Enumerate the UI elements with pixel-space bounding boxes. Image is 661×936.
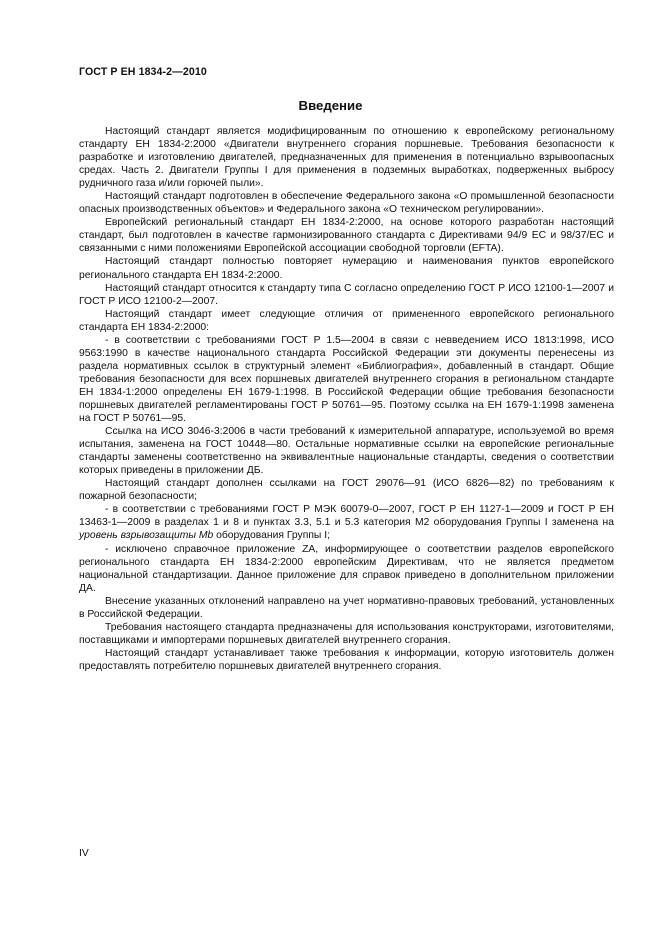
paragraph xyxy=(79,503,614,542)
paragraph: Внесение указанных отклонений направлено на учет нормативно-правовых требований, установленных в Российской Федерации. xyxy=(79,595,614,620)
paragraph: - в соответствии с требованиями ГОСТ Р 1.5—2004 в связи с невведением ИСО 1813:1998, ИСО 9563:1990 в качестве национального стандарта Российской Федерации эти документы перенесены из раздела нормативных ссылок в структурный элемент «Библиография», добавленный в стандарт. Общие требования безопасности для всех поршневых двигателей внутреннего сгорания в региональном стандарте ЕН 1834-1:2000 определены ЕН 1679-1:1998. В Российской Федерации общие требования безопасности поршневых двигателей регламентированы ГОСТ Р 50761—95. Поэтому ссылка на ЕН 1679-1:1998 заменена на ГОСТ Р 50761—95. xyxy=(79,334,614,425)
section-title: Введение xyxy=(298,98,363,113)
paragraph: Настоящий стандарт подготовлен в обеспечение Федерального закона «О промышленной безопасности опасных производственных объектов» и Федерального закона «О техническом регулировании». xyxy=(79,191,614,216)
paragraph-text: - в соответствии с требованиями ГОСТ Р МЭК 60079-0—2007, ГОСТ Р ЕН 1127-1—2009 и ГОСТ Р ЕН 13463-1—2009 в разделах 1 и 8 и пунктах 3.3, 5.1 и 5.3 категория М2 оборудования Группы I заменена на xyxy=(79,504,614,529)
paragraph-text: оборудования Группы I; xyxy=(213,530,330,542)
document-code: ГОСТ Р ЕН 1834-2—2010 xyxy=(79,66,207,78)
page-number: IV xyxy=(79,848,89,859)
paragraph: Требования настоящего стандарта предназначены для использования конструкторами, изготовителями, поставщиками и импортерами поршневых двигателей внутреннего сгорания. xyxy=(79,621,614,646)
italic-term: уровень взрывозащиты Mb xyxy=(79,530,214,542)
paragraph: Европейский региональный стандарт ЕН 1834-2:2000, на основе которого разработан настоящий стандарт, был подготовлен в качестве гармонизированного стандарта с Директивами 94/9 ЕС и 98/37/ЕС и связанными с ними положениями Европейской ассоциации свободной торговли (EFTA). xyxy=(79,217,614,255)
paragraph: Настоящий стандарт является модифицированным по отношению к европейскому региональному стандарту ЕН 1834-2:2000 «Двигатели внутреннего сгорания поршневые. Требования безопасности к разработке и изготовлению двигателей, предназначенных для применения в потенциально взрывоопасных средах. Часть 2. Двигатели Группы I для применения в подземных выработках, подверженных выбросу рудничного газа и/или горючей пыли». xyxy=(79,126,614,190)
paragraph: Настоящий стандарт относится к стандарту типа С согласно определению ГОСТ Р ИСО 12100-1—2007 и ГОСТ Р ИСО 12100-2—2007. xyxy=(79,282,614,307)
paragraph: Ссылка на ИСО 3046-3:2006 в части требований к измерительной аппаратуре, используемой во время испытания, заменена на ГОСТ 10448—80. Остальные нормативные ссылки на европейские региональные стандарты заменены соответственно на эквивалентные национальные стандарты, сведения о соответствии которых приведены в приложении ДБ. xyxy=(79,426,614,477)
paragraph: Настоящий стандарт дополнен ссылками на ГОСТ 29076—91 (ИСО 6826—82) по требованиям к пожарной безопасности; xyxy=(79,478,614,503)
paragraph: - исключено справочное приложение ZA, информирующее о соответствии разделов европейского регионального стандарта ЕН 1834-2:2000 европейским Директивам, что не является предметом национальной стандартизации. Данное приложение для справок приведено в дополнительном приложении ДА. xyxy=(79,543,614,594)
paragraph: Настоящий стандарт полностью повторяет нумерацию и наименования пунктов европейского регионального стандарта ЕН 1834-2:2000. xyxy=(79,256,614,281)
paragraph: Настоящий стандарт имеет следующие отличия от примененного европейского регионального стандарта ЕН 1834-2:2000: xyxy=(79,308,614,333)
body-text xyxy=(79,125,614,673)
paragraph: Настоящий стандарт устанавливает также требования к информации, которую изготовитель должен предоставлять потребителю поршневых двигателей внутреннего сгорания. xyxy=(79,647,614,672)
